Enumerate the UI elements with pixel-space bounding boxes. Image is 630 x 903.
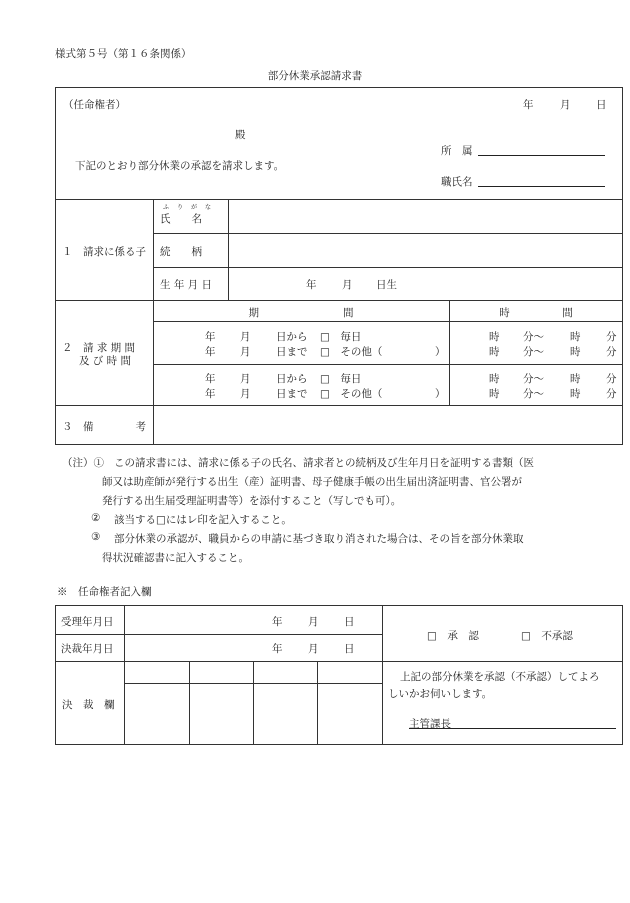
divider [55,199,623,200]
date-year: 年 [523,99,534,111]
hour-to: 時 [570,373,581,385]
birth-year: 年 [306,279,317,291]
appointer-label: （任命権者） [63,99,126,111]
hour: 時 [489,388,500,400]
divider [55,405,623,406]
hour: 時 [489,373,500,385]
remarks-label: ３ 備 考 [62,421,146,433]
divider [253,661,254,745]
year: 年 [205,373,216,385]
minute-to: 分 [606,346,617,358]
note-1-prefix: （注）① [62,457,104,469]
note-1-line3: 発行する出生届受理証明書等）を添付すること（写しでも可）。 [102,495,402,507]
minute-to: 分 [606,388,617,400]
date-month: 月 [560,99,571,111]
appointer-section-heading: ※ 任命権者記入欄 [57,586,152,598]
day: 日 [344,616,355,628]
relation-field[interactable] [232,239,620,261]
approval-remark-line2: しいかお伺いします。 [388,688,493,700]
paren-close: ） [435,346,446,358]
month: 月 [240,373,251,385]
day: 日 [344,643,355,655]
approval-remark-line1: 上記の部分休業を承認（不承認）してよろ [400,671,600,683]
minute-to: 分 [606,331,617,343]
note-1-line1: この請求書には、請求に係る子の氏名、請求者との続柄及び生年月日を証明する書類（医 [114,457,534,469]
month: 月 [240,388,251,400]
decided-date-label: 決裁年月日 [61,643,114,655]
section-period-label: ２ 請 求 期 間 [62,342,136,354]
affiliation-field[interactable] [478,155,605,156]
name-label: 職氏名 [441,176,473,188]
child-name-label: 氏 名 [160,213,202,225]
name-field[interactable] [478,186,605,187]
checkbox-other[interactable]: □ その他（ [320,346,383,358]
chief-label: 主管課長 [409,718,451,730]
divider [153,364,623,365]
month: 月 [240,331,251,343]
note-2-prefix: ② [91,512,101,524]
approve-checkbox[interactable]: □ 承 認 [427,630,479,642]
received-date-label: 受理年月日 [61,616,114,628]
remarks-field[interactable] [157,409,619,441]
request-statement: 下記のとおり部分休業の承認を請求します。 [75,160,285,172]
note-3-prefix: ③ [91,531,101,543]
note-1-line2: 師又は助産師が発行する出生（産）証明書、母子健康手帳の出生届出済証明書、官公署が [102,476,522,488]
checkbox-daily[interactable]: □ 毎日 [320,331,362,343]
divider [153,267,623,268]
minute-from: 分〜 [523,346,544,358]
divider [382,605,383,745]
relation-label: 続 柄 [160,246,202,258]
month: 月 [240,346,251,358]
hour-to: 時 [570,388,581,400]
note-3-line1: 部分休業の承認が、職員からの申請に基づき取り消された場合は、その旨を部分休業取 [114,533,524,545]
child-name-field[interactable] [232,209,620,229]
day-to: 日まで [276,388,308,400]
year: 年 [272,643,283,655]
divider [153,321,623,322]
minute-from: 分〜 [523,373,544,385]
day-from: 日から [276,331,308,343]
honorific: 殿 [235,129,246,141]
divider [228,199,229,300]
time-header: 時 間 [499,307,573,319]
decision-column-label: 決 裁 欄 [62,699,115,711]
paren-close: ） [435,388,446,400]
minute-from: 分〜 [523,331,544,343]
hour: 時 [489,346,500,358]
divider [55,300,623,301]
checkbox-other[interactable]: □ その他（ [320,388,383,400]
birth-date-label: 生 年 月 日 [160,279,213,291]
year: 年 [272,616,283,628]
day-from: 日から [276,373,308,385]
month: 月 [308,616,319,628]
divider [124,605,125,745]
year: 年 [205,388,216,400]
divider [317,661,318,745]
section-child-label: １ 請求に係る子 [62,246,146,258]
date-day: 日 [596,99,607,111]
hour-to: 時 [570,331,581,343]
hour-to: 時 [570,346,581,358]
birth-month: 月 [342,279,353,291]
disapprove-checkbox[interactable]: □ 不承認 [521,630,573,642]
year: 年 [205,331,216,343]
form-number: 様式第５号（第１６条関係） [55,48,192,60]
checkbox-daily[interactable]: □ 毎日 [320,373,362,385]
month: 月 [308,643,319,655]
divider [189,661,190,745]
period-header: 期 間 [248,307,354,319]
chief-signature-line[interactable] [409,728,616,729]
minute-from: 分〜 [523,388,544,400]
divider [153,233,623,234]
birth-day: 日生 [376,279,397,291]
hour: 時 [489,331,500,343]
note-2: 該当する□にはレ印を記入すること。 [114,514,292,526]
note-3-line2: 得状況確認書に記入すること。 [102,552,249,564]
day-to: 日まで [276,346,308,358]
page-title: 部分休業承認請求書 [267,70,363,82]
divider [153,199,154,445]
year: 年 [205,346,216,358]
minute-to: 分 [606,373,617,385]
divider [55,661,623,662]
affiliation-label: 所 属 [441,145,473,157]
section-period-label-2: 及 び 時 間 [79,355,132,367]
furigana-label: ふ り が な [163,204,213,211]
divider [55,634,382,635]
